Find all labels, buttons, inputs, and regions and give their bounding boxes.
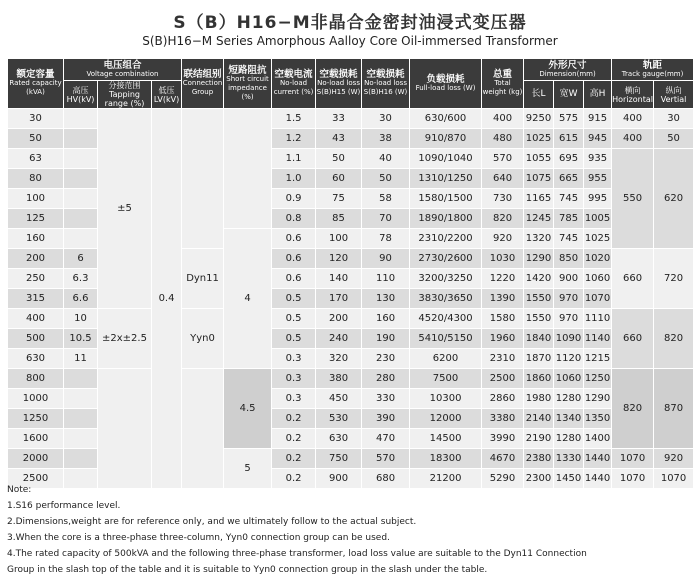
hv-cell: 11 — [64, 349, 98, 369]
capacity-cell: 2500 — [8, 469, 64, 489]
noload-loss-h16-cell: 58 — [362, 189, 410, 209]
height-cell: 1020 — [584, 249, 612, 269]
length-cell: 1420 — [524, 269, 554, 289]
fullload-loss-cell: 2730/2600 — [410, 249, 482, 269]
connection-cell — [182, 369, 224, 489]
note-line: 1.S16 performance level. — [7, 501, 121, 511]
noload-current-cell: 0.3 — [272, 369, 316, 389]
length-cell: 1870 — [524, 349, 554, 369]
noload-current-cell: 0.2 — [272, 429, 316, 449]
weight-cell: 4670 — [482, 449, 524, 469]
capacity-cell: 160 — [8, 229, 64, 249]
noload-current-cell: 0.2 — [272, 449, 316, 469]
length-cell: 1025 — [524, 129, 554, 149]
gauge-horizontal-cell: 400 — [612, 109, 654, 129]
length-cell: 1980 — [524, 389, 554, 409]
capacity-cell: 800 — [8, 369, 64, 389]
impedance-cell: 4.5 — [224, 369, 272, 449]
fullload-loss-cell: 7500 — [410, 369, 482, 389]
hv-cell — [64, 169, 98, 189]
noload-current-cell: 0.8 — [272, 209, 316, 229]
noload-current-cell: 1.1 — [272, 149, 316, 169]
gauge-vertical-cell: 30 — [654, 109, 694, 129]
noload-loss-h15-cell: 450 — [316, 389, 362, 409]
weight-cell: 1220 — [482, 269, 524, 289]
hv-cell: 6 — [64, 249, 98, 269]
weight-cell: 1390 — [482, 289, 524, 309]
weight-cell: 3990 — [482, 429, 524, 449]
fullload-loss-cell: 1580/1500 — [410, 189, 482, 209]
width-cell: 665 — [554, 169, 584, 189]
fullload-loss-cell: 1310/1250 — [410, 169, 482, 189]
page-title-cn: S（B）H16−M非晶合金密封油浸式变压器 — [173, 13, 527, 33]
note-line: Note: — [7, 485, 32, 495]
gauge-horizontal-cell: 820 — [612, 369, 654, 449]
noload-current-cell: 0.6 — [272, 269, 316, 289]
gauge-horizontal-cell: 660 — [612, 309, 654, 369]
header-voltage: 电压组合 Voltage combination — [64, 59, 182, 81]
height-cell: 955 — [584, 169, 612, 189]
width-cell: 970 — [554, 309, 584, 329]
fullload-loss-cell: 910/870 — [410, 129, 482, 149]
capacity-cell: 1600 — [8, 429, 64, 449]
header-connection: 联结组别 Connection Group — [182, 59, 224, 109]
noload-loss-h15-cell: 630 — [316, 429, 362, 449]
width-cell: 900 — [554, 269, 584, 289]
height-cell: 1110 — [584, 309, 612, 329]
gauge-horizontal-cell: 400 — [612, 129, 654, 149]
capacity-cell: 400 — [8, 309, 64, 329]
weight-cell: 1030 — [482, 249, 524, 269]
width-cell: 1280 — [554, 429, 584, 449]
fullload-loss-cell: 1890/1800 — [410, 209, 482, 229]
header-capacity: 额定容量 Rated capacity (kVA) — [8, 59, 64, 109]
gauge-vertical-cell: 820 — [654, 309, 694, 369]
tap-cell: ±2x±2.5 — [98, 309, 152, 369]
fullload-loss-cell: 18300 — [410, 449, 482, 469]
gauge-vertical-cell: 620 — [654, 149, 694, 249]
impedance-cell: 5 — [224, 449, 272, 489]
note-line: 3.When the core is a three-phase three-column, Yyn0 connection group can be used. — [7, 533, 390, 543]
hv-cell: 6.6 — [64, 289, 98, 309]
height-cell: 1060 — [584, 269, 612, 289]
hv-cell — [64, 369, 98, 389]
gauge-horizontal-cell: 1070 — [612, 469, 654, 489]
noload-loss-h15-cell: 530 — [316, 409, 362, 429]
table-row — [8, 309, 694, 329]
capacity-cell: 500 — [8, 329, 64, 349]
noload-loss-h16-cell: 78 — [362, 229, 410, 249]
hv-cell — [64, 109, 98, 129]
header-weight: 总重 Total weight (kg) — [482, 59, 524, 109]
height-cell: 915 — [584, 109, 612, 129]
capacity-cell: 250 — [8, 269, 64, 289]
noload-loss-h15-cell: 320 — [316, 349, 362, 369]
table-row — [8, 369, 694, 389]
noload-loss-h15-cell: 100 — [316, 229, 362, 249]
length-cell: 1840 — [524, 329, 554, 349]
width-cell: 745 — [554, 229, 584, 249]
hv-cell: 10.5 — [64, 329, 98, 349]
weight-cell: 480 — [482, 129, 524, 149]
length-cell: 2380 — [524, 449, 554, 469]
table-row — [8, 109, 694, 129]
height-cell: 1350 — [584, 409, 612, 429]
fullload-loss-cell: 3200/3250 — [410, 269, 482, 289]
weight-cell: 3380 — [482, 409, 524, 429]
capacity-cell: 1000 — [8, 389, 64, 409]
noload-loss-h15-cell: 120 — [316, 249, 362, 269]
fullload-loss-cell: 5410/5150 — [410, 329, 482, 349]
weight-cell: 820 — [482, 209, 524, 229]
noload-loss-h16-cell: 40 — [362, 149, 410, 169]
weight-cell: 2310 — [482, 349, 524, 369]
noload-loss-h16-cell: 130 — [362, 289, 410, 309]
gauge-horizontal-cell: 550 — [612, 149, 654, 249]
height-cell: 1215 — [584, 349, 612, 369]
noload-current-cell: 0.3 — [272, 389, 316, 409]
height-cell: 1250 — [584, 369, 612, 389]
noload-loss-h15-cell: 60 — [316, 169, 362, 189]
hv-cell — [64, 189, 98, 209]
noload-loss-h16-cell: 38 — [362, 129, 410, 149]
width-cell: 1090 — [554, 329, 584, 349]
gauge-horizontal-cell: 1070 — [612, 449, 654, 469]
length-cell: 2190 — [524, 429, 554, 449]
gauge-horizontal-cell: 660 — [612, 249, 654, 309]
length-cell: 1320 — [524, 229, 554, 249]
connection-cell: Yyn0 — [182, 309, 224, 369]
noload-loss-h16-cell: 190 — [362, 329, 410, 349]
noload-loss-h16-cell: 70 — [362, 209, 410, 229]
length-cell: 2300 — [524, 469, 554, 489]
hv-cell: 6.3 — [64, 269, 98, 289]
fullload-loss-cell: 4520/4300 — [410, 309, 482, 329]
fullload-loss-cell: 1090/1040 — [410, 149, 482, 169]
width-cell: 1120 — [554, 349, 584, 369]
height-cell: 1005 — [584, 209, 612, 229]
weight-cell: 1580 — [482, 309, 524, 329]
noload-loss-h15-cell: 170 — [316, 289, 362, 309]
lv-cell: 0.4 — [152, 109, 182, 489]
hv-cell — [64, 429, 98, 449]
noload-loss-h16-cell: 160 — [362, 309, 410, 329]
width-cell: 745 — [554, 189, 584, 209]
length-cell: 1860 — [524, 369, 554, 389]
weight-cell: 2860 — [482, 389, 524, 409]
header-width: 宽W — [554, 81, 584, 109]
noload-loss-h16-cell: 30 — [362, 109, 410, 129]
length-cell: 1290 — [524, 249, 554, 269]
gauge-vertical-cell: 1070 — [654, 469, 694, 489]
length-cell: 2140 — [524, 409, 554, 429]
length-cell: 1055 — [524, 149, 554, 169]
height-cell: 1440 — [584, 449, 612, 469]
length-cell: 1550 — [524, 309, 554, 329]
width-cell: 695 — [554, 149, 584, 169]
fullload-loss-cell: 2310/2200 — [410, 229, 482, 249]
hv-cell — [64, 389, 98, 409]
height-cell: 1140 — [584, 329, 612, 349]
width-cell: 575 — [554, 109, 584, 129]
hv-cell: 10 — [64, 309, 98, 329]
noload-loss-h15-cell: 900 — [316, 469, 362, 489]
note-line: Group in the slash top of the table and it is suitable to Yyn0 connection group in the slash under the table. — [7, 565, 488, 575]
hv-cell — [64, 229, 98, 249]
noload-loss-h16-cell: 680 — [362, 469, 410, 489]
noload-loss-h15-cell: 240 — [316, 329, 362, 349]
noload-loss-h15-cell: 140 — [316, 269, 362, 289]
capacity-cell: 50 — [8, 129, 64, 149]
height-cell: 995 — [584, 189, 612, 209]
width-cell: 1280 — [554, 389, 584, 409]
noload-current-cell: 0.5 — [272, 329, 316, 349]
noload-current-cell: 0.2 — [272, 469, 316, 489]
noload-loss-h15-cell: 200 — [316, 309, 362, 329]
width-cell: 850 — [554, 249, 584, 269]
header-length: 长L — [524, 81, 554, 109]
note-line: 2.Dimensions,weight are for reference only, and we ultimately follow to the actual subject. — [7, 517, 417, 527]
noload-loss-h15-cell: 50 — [316, 149, 362, 169]
capacity-cell: 80 — [8, 169, 64, 189]
height-cell: 1440 — [584, 469, 612, 489]
gauge-vertical-cell: 50 — [654, 129, 694, 149]
fullload-loss-cell: 14500 — [410, 429, 482, 449]
header-impedance: 短路阻抗 Short circuit impedance (%) — [224, 59, 272, 109]
width-cell: 1330 — [554, 449, 584, 469]
noload-current-cell: 0.2 — [272, 409, 316, 429]
hv-cell — [64, 209, 98, 229]
width-cell: 1060 — [554, 369, 584, 389]
header-lv: 低压 LV(kV) — [152, 81, 182, 109]
page-title-en: S(B)H16−M Series Amorphous Aalloy Core Oil-immersed Transformer — [142, 34, 558, 48]
tap-cell — [98, 369, 152, 489]
capacity-cell: 2000 — [8, 449, 64, 469]
header-fullload-loss: 负载损耗 Full-load loss (W) — [410, 59, 482, 109]
connection-cell — [182, 109, 224, 249]
noload-current-cell: 0.6 — [272, 229, 316, 249]
noload-current-cell: 1.0 — [272, 169, 316, 189]
hv-cell — [64, 149, 98, 169]
weight-cell: 570 — [482, 149, 524, 169]
noload-loss-h15-cell: 85 — [316, 209, 362, 229]
weight-cell: 640 — [482, 169, 524, 189]
length-cell: 1245 — [524, 209, 554, 229]
noload-loss-h16-cell: 570 — [362, 449, 410, 469]
noload-loss-h16-cell: 390 — [362, 409, 410, 429]
noload-loss-h16-cell: 230 — [362, 349, 410, 369]
header-horizontal: 横向 Horizontal — [612, 81, 654, 109]
capacity-cell: 30 — [8, 109, 64, 129]
width-cell: 785 — [554, 209, 584, 229]
noload-current-cell: 1.2 — [272, 129, 316, 149]
capacity-cell: 630 — [8, 349, 64, 369]
gauge-vertical-cell: 870 — [654, 369, 694, 449]
note-line: 4.The rated capacity of 500kVA and the following three-phase transformer, load loss value are suitable to the Dyn11 Connection — [7, 549, 587, 559]
height-cell: 935 — [584, 149, 612, 169]
height-cell: 1070 — [584, 289, 612, 309]
height-cell: 1025 — [584, 229, 612, 249]
hv-cell — [64, 409, 98, 429]
height-cell: 945 — [584, 129, 612, 149]
header-noload-loss-h16: 空载损耗 No-load loss S(B)H16 (W) — [362, 59, 410, 109]
fullload-loss-cell: 21200 — [410, 469, 482, 489]
impedance-cell: 4 — [224, 229, 272, 369]
capacity-cell: 315 — [8, 289, 64, 309]
capacity-cell: 200 — [8, 249, 64, 269]
width-cell: 1450 — [554, 469, 584, 489]
header-gauge: 轨距 Track gauge(mm) — [612, 59, 694, 81]
weight-cell: 730 — [482, 189, 524, 209]
connection-cell: Dyn11 — [182, 249, 224, 309]
header-vertical: 纵向 Vertial — [654, 81, 694, 109]
capacity-cell: 100 — [8, 189, 64, 209]
noload-current-cell: 0.5 — [272, 289, 316, 309]
noload-current-cell: 0.3 — [272, 349, 316, 369]
fullload-loss-cell: 10300 — [410, 389, 482, 409]
width-cell: 970 — [554, 289, 584, 309]
header-dimension: 外形尺寸 Dimension(mm) — [524, 59, 612, 81]
noload-loss-h15-cell: 43 — [316, 129, 362, 149]
weight-cell: 400 — [482, 109, 524, 129]
capacity-cell: 125 — [8, 209, 64, 229]
length-cell: 1075 — [524, 169, 554, 189]
fullload-loss-cell: 630/600 — [410, 109, 482, 129]
noload-loss-h16-cell: 470 — [362, 429, 410, 449]
length-cell: 1165 — [524, 189, 554, 209]
noload-loss-h15-cell: 750 — [316, 449, 362, 469]
noload-loss-h15-cell: 33 — [316, 109, 362, 129]
noload-current-cell: 0.9 — [272, 189, 316, 209]
header-tap: 分接范围 Tapping range (%) — [98, 81, 152, 109]
spec-table — [7, 58, 694, 489]
noload-loss-h16-cell: 280 — [362, 369, 410, 389]
height-cell: 1290 — [584, 389, 612, 409]
noload-loss-h16-cell: 110 — [362, 269, 410, 289]
weight-cell: 1960 — [482, 329, 524, 349]
noload-loss-h15-cell: 75 — [316, 189, 362, 209]
hv-cell — [64, 129, 98, 149]
noload-current-cell: 0.6 — [272, 249, 316, 269]
header-hv: 高压 HV(kV) — [64, 81, 98, 109]
length-cell: 9250 — [524, 109, 554, 129]
impedance-cell — [224, 109, 272, 229]
fullload-loss-cell: 12000 — [410, 409, 482, 429]
length-cell: 1550 — [524, 289, 554, 309]
gauge-vertical-cell: 720 — [654, 249, 694, 309]
weight-cell: 5290 — [482, 469, 524, 489]
tap-cell: ±5 — [98, 109, 152, 309]
noload-current-cell: 1.5 — [272, 109, 316, 129]
header-noload-current: 空载电流 No-load current (%) — [272, 59, 316, 109]
capacity-cell: 1250 — [8, 409, 64, 429]
header-height: 高H — [584, 81, 612, 109]
width-cell: 1340 — [554, 409, 584, 429]
width-cell: 615 — [554, 129, 584, 149]
gauge-vertical-cell: 920 — [654, 449, 694, 469]
noload-current-cell: 0.5 — [272, 309, 316, 329]
noload-loss-h16-cell: 90 — [362, 249, 410, 269]
height-cell: 1400 — [584, 429, 612, 449]
noload-loss-h16-cell: 330 — [362, 389, 410, 409]
fullload-loss-cell: 3830/3650 — [410, 289, 482, 309]
weight-cell: 2500 — [482, 369, 524, 389]
hv-cell — [64, 449, 98, 469]
notes — [7, 482, 693, 578]
noload-loss-h15-cell: 380 — [316, 369, 362, 389]
noload-loss-h16-cell: 50 — [362, 169, 410, 189]
weight-cell: 920 — [482, 229, 524, 249]
capacity-cell: 63 — [8, 149, 64, 169]
header-noload-loss-h15: 空载损耗 No-load loss S(B)H15 (W) — [316, 59, 362, 109]
fullload-loss-cell: 6200 — [410, 349, 482, 369]
